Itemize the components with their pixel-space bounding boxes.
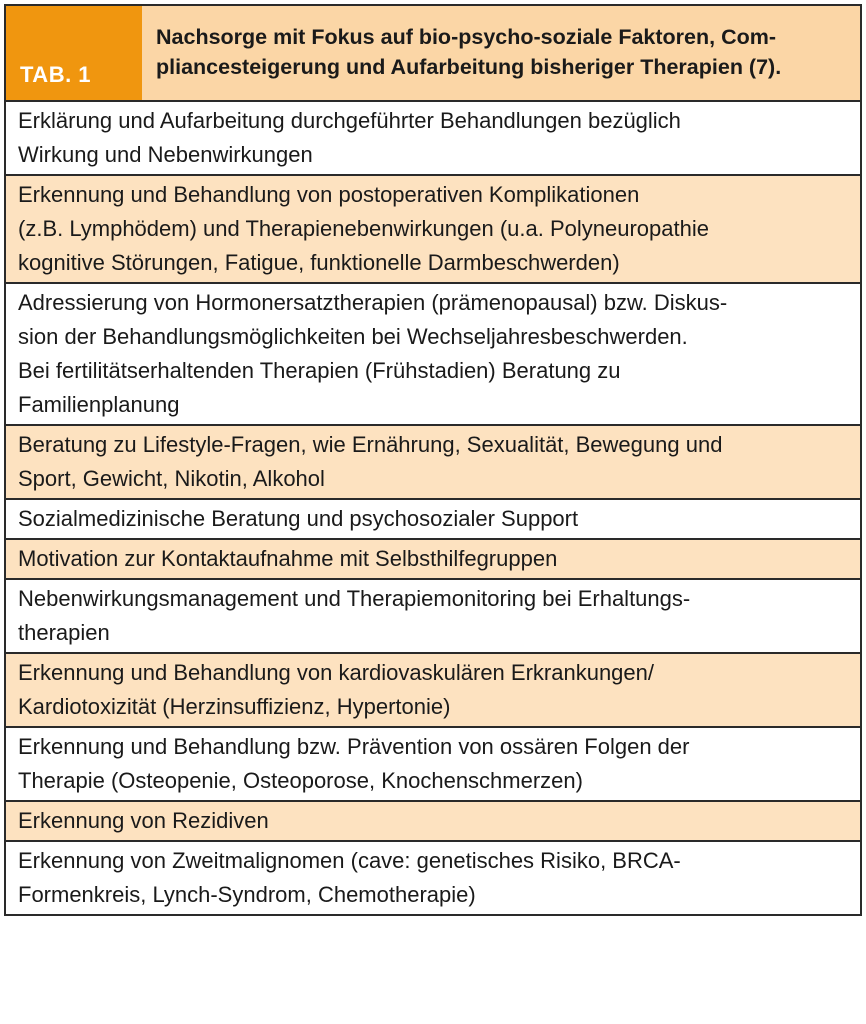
table-title: Nachsorge mit Fokus auf bio-psycho-soziale Faktoren, Com- pliancesteigerung und Aufarbeitung bisheriger Therapien (7). bbox=[142, 6, 860, 100]
table-number-label: TAB. 1 bbox=[6, 6, 142, 100]
followup-table bbox=[4, 4, 862, 916]
table-row: Erkennung und Behandlung von kardiovaskulären Erkrankungen/ Kardiotoxizität (Herzinsuffizienz, Hypertonie) bbox=[6, 654, 860, 728]
table-row: Sozialmedizinische Beratung und psychosozialer Support bbox=[6, 500, 860, 540]
table-row: Erkennung und Behandlung von postoperativen Komplikationen (z.B. Lymphödem) und Therapienebenwirkungen (u.a. Polyneuropathie kognitive Störungen, Fatigue, funktionelle Darmbeschwerden) bbox=[6, 176, 860, 284]
table-row: Erkennung und Behandlung bzw. Prävention von ossären Folgen der Therapie (Osteopenie, Osteoporose, Knochenschmerzen) bbox=[6, 728, 860, 802]
table-row: Adressierung von Hormonersatztherapien (prämenopausal) bzw. Diskus- sion der Behandlungsmöglichkeiten bei Wechseljahresbeschwerden. Bei fertilitätserhaltenden Therapien (Frühstadien) Beratung zu Familienplanung bbox=[6, 284, 860, 426]
table-row: Nebenwirkungsmanagement und Therapiemonitoring bei Erhaltungs- therapien bbox=[6, 580, 860, 654]
table-row: Erklärung und Aufarbeitung durchgeführter Behandlungen bezüglich Wirkung und Nebenwirkungen bbox=[6, 102, 860, 176]
table-row: Erkennung von Zweitmalignomen (cave: genetisches Risiko, BRCA- Formenkreis, Lynch-Syndrom, Chemotherapie) bbox=[6, 842, 860, 914]
table-header bbox=[6, 6, 860, 102]
table-row: Erkennung von Rezidiven bbox=[6, 802, 860, 842]
table-row: Beratung zu Lifestyle-Fragen, wie Ernährung, Sexualität, Bewegung und Sport, Gewicht, Nikotin, Alkohol bbox=[6, 426, 860, 500]
table-row: Motivation zur Kontaktaufnahme mit Selbsthilfegruppen bbox=[6, 540, 860, 580]
